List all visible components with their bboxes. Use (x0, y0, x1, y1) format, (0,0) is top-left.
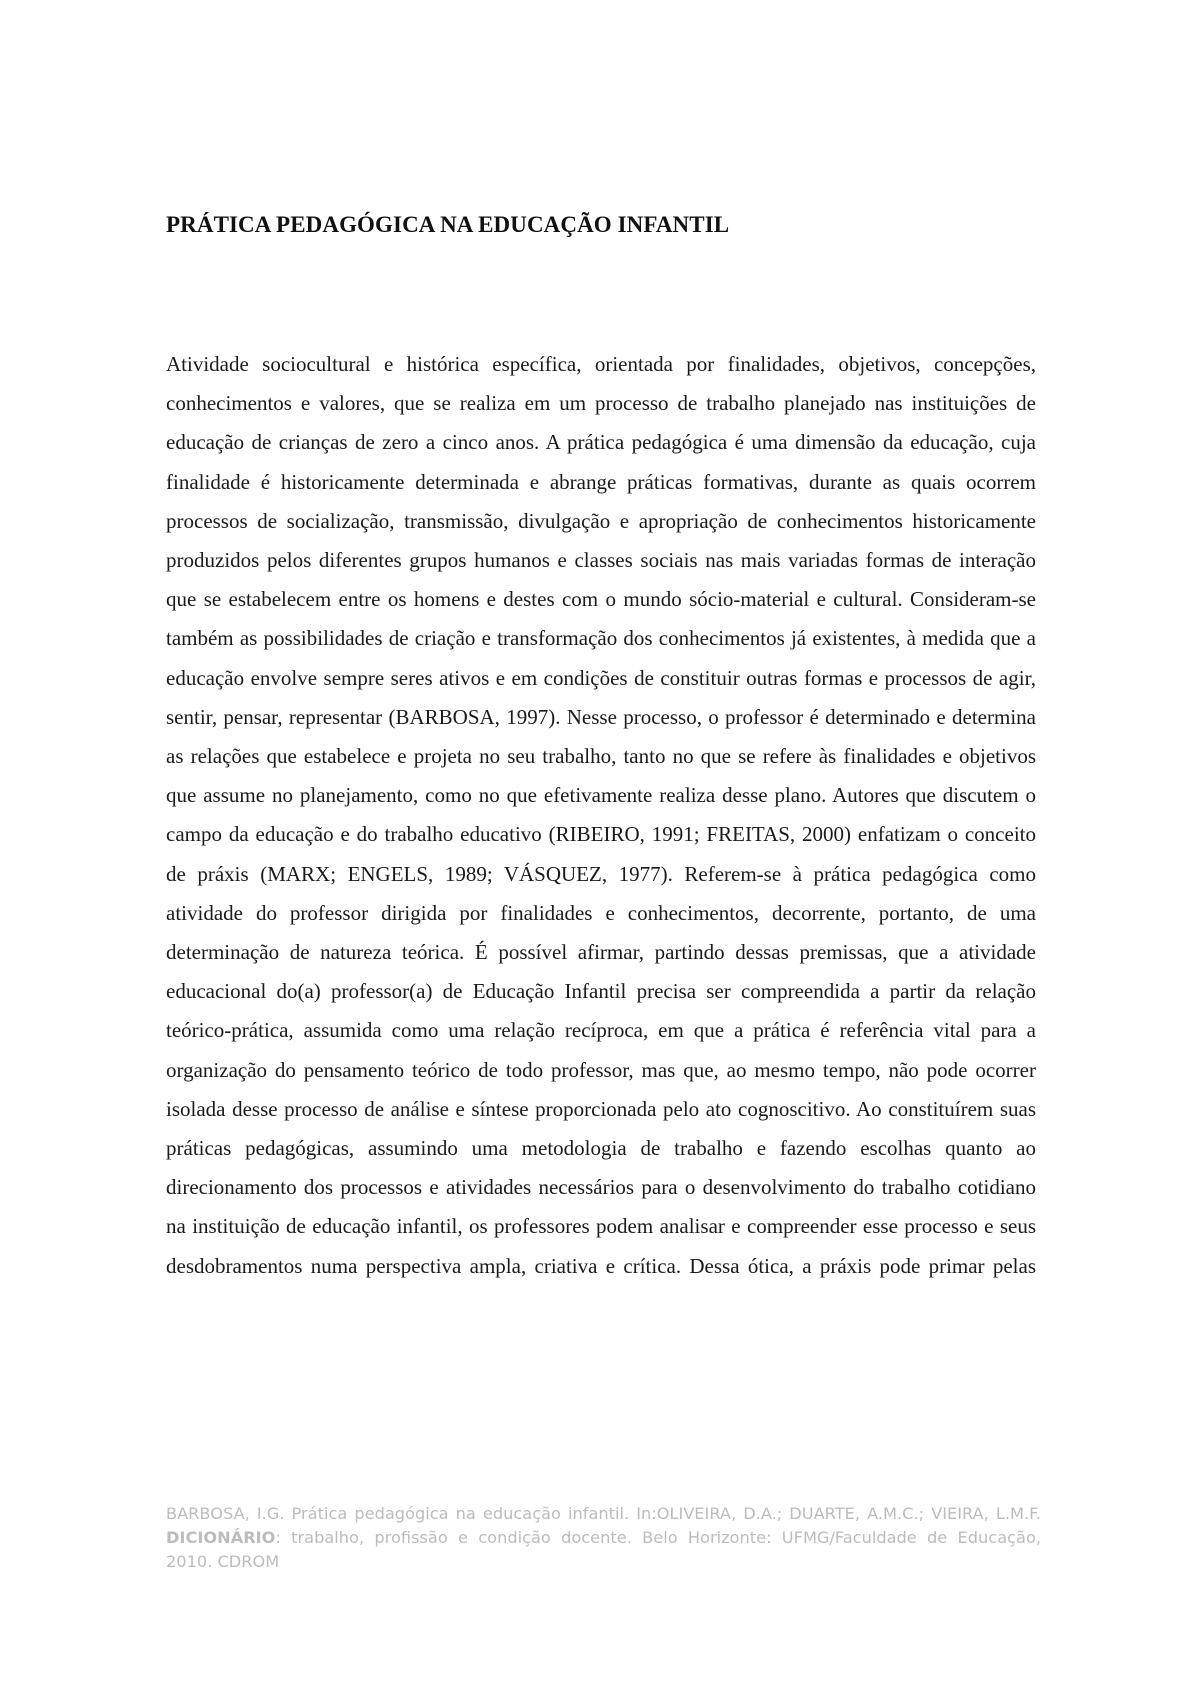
document-title: PRÁTICA PEDAGÓGICA NA EDUCAÇÃO INFANTIL (166, 212, 730, 237)
reference-book-title: DICIONÁRIO (166, 1528, 276, 1547)
reference-publication-text: : trabalho, profissão e condição docente. Belo Horizonte: UFMG/Faculdade de Educação, 2010. CDROM (166, 1528, 1041, 1571)
reference-authors-text: BARBOSA, I.G. Prática pedagógica na educação infantil. In:OLIVEIRA, D.A.; DUARTE, A.M.C.; VIEIRA, L.M.F. (166, 1504, 1041, 1523)
body-paragraph: Atividade sociocultural e histórica específica, orientada por finalidades, objetivos, concepções, conhecimentos e valores, que se realiza em um processo de trabalho planejado nas instituições de educação de crianças de zero a cinco anos. A prática pedagógica é uma dimensão da educação, cuja finalidade é historicamente determinada e abrange práticas formativas, durante as quais ocorrem processos de socialização, transmissão, divulgação e apropriação de conhecimentos historicamente produzidos pelos diferentes grupos humanos e classes sociais nas mais variadas formas de interação que se estabelecem entre os homens e destes com o mundo sócio-material e cultural. Consideram-se também as possibilidades de criação e transformação dos conhecimentos já existentes, à medida que a educação envolve sempre seres ativos e em condições de constituir outras formas e processos de agir, sentir, pensar, representar (BARBOSA, 1997). Nesse processo, o professor é determinado e determina as relações que estabelece e projeta no seu trabalho, tanto no que se refere às finalidades e objetivos que assume no planejamento, como no que efetivamente realiza desse plano. Autores que discutem o campo da educação e do trabalho educativo (RIBEIRO, 1991; FREITAS, 2000) enfatizam o conceito de práxis (MARX; ENGELS, 1989; VÁSQUEZ, 1977). Referem-se à prática pedagógica como atividade do professor dirigida por finalidades e conhecimentos, decorrente, portanto, de uma determinação de natureza teórica. É possível afirmar, partindo dessas premissas, que a atividade educacional do(a) professor(a) de Educação Infantil precisa ser compreendida a partir da relação teórico-prática, assumida como uma relação recíproca, em que a prática é referência vital para a organização do pensamento teórico de todo professor, mas que, ao mesmo tempo, não pode ocorrer isolada desse processo de análise e síntese proporcionada pelo ato cognoscitivo. Ao constituírem suas práticas pedagógicas, assumindo uma metodologia de trabalho e fazendo escolhas quanto ao direcionamento dos processos e atividades necessários para o desenvolvimento do trabalho cotidiano na instituição de educação infantil, os professores podem analisar e compreender esse processo e seus desdobramentos numa perspectiva ampla, criativa e crítica. Dessa ótica, a práxis pode primar pelas (166, 352, 1036, 1278)
bibliographic-reference (166, 1502, 1041, 1574)
